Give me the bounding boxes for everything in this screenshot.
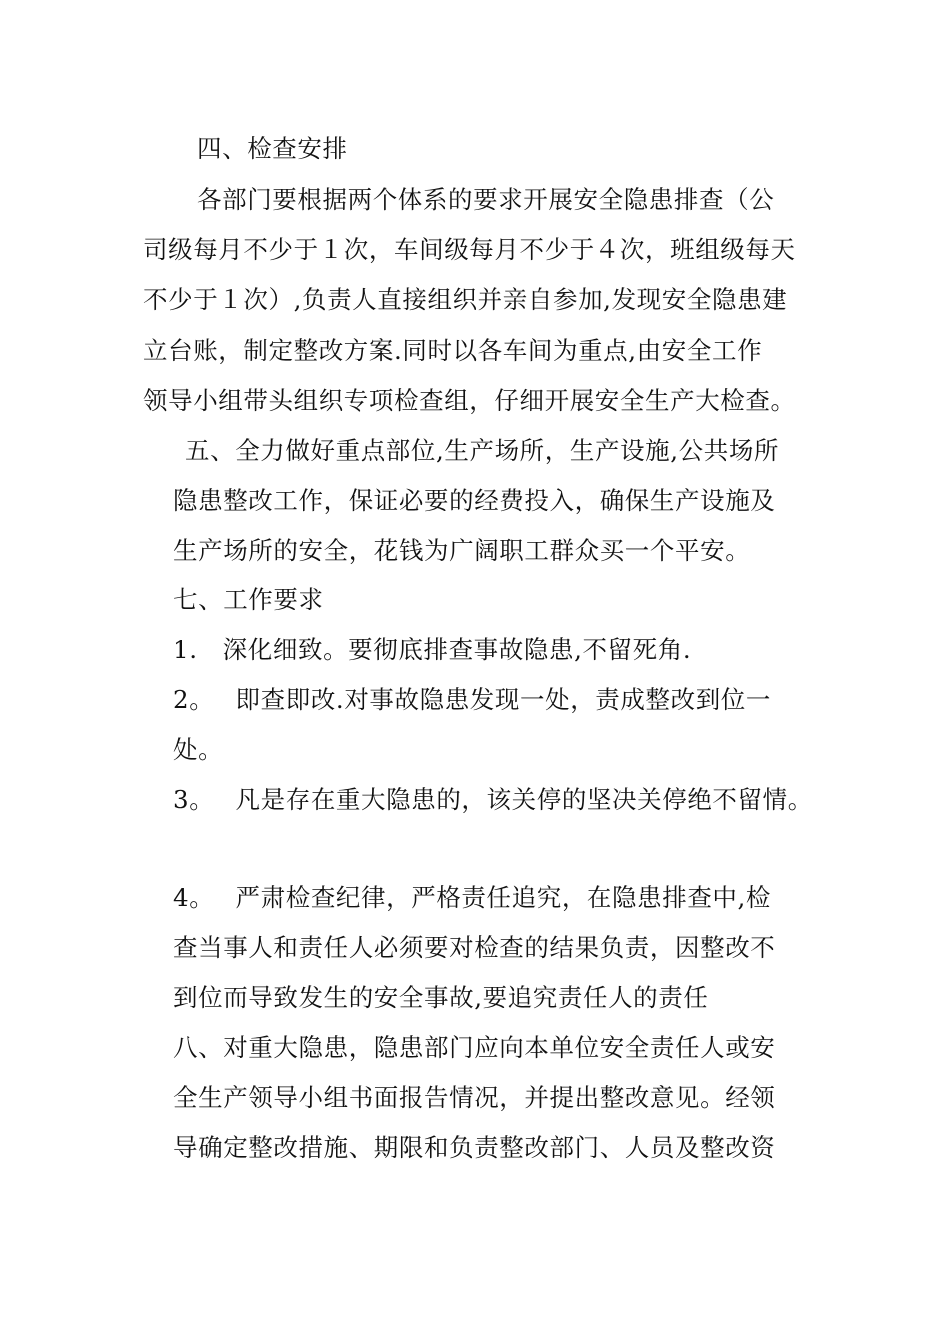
list-item-4: 4。 严肃检查纪律，严格责任追究，在隐患排查中,检 xyxy=(173,883,772,912)
list-item-3: 3。 凡是存在重大隐患的，该关停的坚决关停绝不留情。 xyxy=(173,785,813,814)
section-heading-inspection-arrangement: 四、检查安排 xyxy=(197,134,348,163)
paragraph-line: 司级每月不少于１次，车间级每月不少于４次，班组级每天 xyxy=(143,235,796,264)
paragraph-line: 生产场所的安全，花钱为广阔职工群众买一个平安。 xyxy=(173,536,751,565)
paragraph-line: 各部门要根据两个体系的要求开展安全隐患排查（公 xyxy=(197,185,775,214)
paragraph-line: 导确定整改措施、期限和负责整改部门、人员及整改资 xyxy=(173,1133,776,1162)
section-heading-major-hazards: 八、对重大隐患，隐患部门应向本单位安全责任人或安 xyxy=(173,1033,776,1062)
paragraph-line: 全生产领导小组书面报告情况，并提出整改意见。经领 xyxy=(173,1083,776,1112)
section-heading-work-requirements: 七、工作要求 xyxy=(173,585,324,614)
list-item-4-continued: 查当事人和责任人必须要对检查的结果负责，因整改不 xyxy=(173,933,776,962)
list-item-2-continued: 处。 xyxy=(173,735,224,764)
paragraph-line: 不少于１次）,负责人直接组织并亲自参加,发现安全隐患建 xyxy=(143,285,788,314)
list-item-4-continued: 到位而导致发生的安全事故,要追究责任人的责任 xyxy=(173,983,709,1012)
list-item-2: 2。 即查即改.对事故隐患发现一处，责成整改到位一 xyxy=(173,685,772,714)
section-heading-key-areas: 五、全力做好重点部位,生产场所，生产设施,公共场所 xyxy=(185,436,780,465)
paragraph-line: 立台账，制定整改方案.同时以各车间为重点,由安全工作 xyxy=(143,336,763,365)
paragraph-line: 隐患整改工作，保证必要的经费投入，确保生产设施及 xyxy=(173,486,776,515)
paragraph-line: 领导小组带头组织专项检查组，仔细开展安全生产大检查。 xyxy=(143,386,796,415)
list-item-1: 1. 深化细致。要彻底排查事故隐患,不留死角. xyxy=(173,635,692,664)
